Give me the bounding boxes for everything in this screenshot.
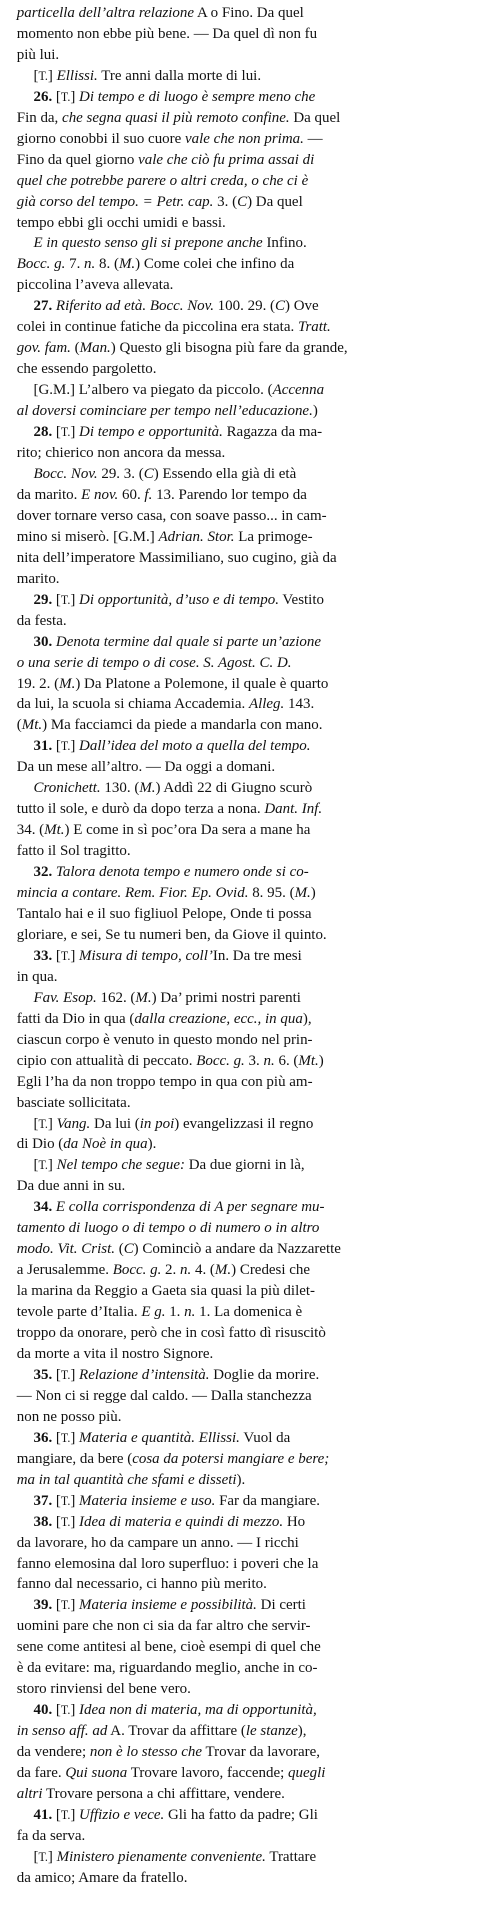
text-line: 38. [T.] Idea di materia e quindi di mezzo. Ho bbox=[33, 1512, 306, 1530]
text-line: quel che potrebbe parere o altri creda, o che ci è bbox=[16, 171, 309, 189]
text-line: ma in tal quantità che sfami e disseti). bbox=[16, 1470, 246, 1488]
text-line: già corso del tempo. = Petr. cap. 3. (C) Da quel bbox=[16, 192, 303, 210]
text-line: dover tornare verso casa, con soave passo... in cam- bbox=[16, 506, 327, 524]
text-line: gloriare, e sei, Se tu numeri ben, da Giove il quinto. bbox=[16, 925, 327, 943]
text-line: 28. [T.] Di tempo e opportunità. Ragazza da ma- bbox=[33, 423, 323, 441]
text-line: altri Trovare persona a chi affittare, vendere. bbox=[16, 1785, 285, 1803]
text-line: tevole parte d’Italia. E g. 1. n. 1. La domenica è bbox=[16, 1303, 303, 1321]
text-line: [T.] Ellissi. Tre anni dalla morte di lui. bbox=[33, 66, 262, 84]
text-line: mincia a contare. Rem. Fior. Ep. Ovid. 8. 95. (M.) bbox=[16, 884, 316, 902]
text-line: nita dell’imperatore Massimiliano, suo cugino, già da bbox=[16, 548, 337, 566]
text-line: colei in continue fatiche da piccolina era stata. Tratt. bbox=[16, 318, 331, 336]
text-line: da amico; Amare da fratello. bbox=[16, 1868, 188, 1886]
text-line: particella dell’altra relazione A o Fino. Da quel bbox=[16, 4, 304, 21]
text-line: fatti da Dio in qua (dalla creazione, ecc., in qua), bbox=[16, 1009, 312, 1027]
text-line: piccolina l’aveva allevata. bbox=[16, 276, 174, 294]
text-line: o una serie di tempo o di cose. S. Agost. C. D. bbox=[16, 653, 292, 671]
text-line: mangiare, da bere (cosa da potersi mangiare e bere; bbox=[16, 1449, 330, 1467]
text-line: che essendo pargoletto. bbox=[16, 360, 157, 378]
text-line: basciate sollicitata. bbox=[16, 1093, 131, 1111]
text-line: 35. [T.] Relazione d’intensità. Doglie da morire. bbox=[33, 1365, 320, 1383]
text-line: a Jerusalemme. Bocc. g. 2. n. 4. (M.) Credesi che bbox=[16, 1261, 311, 1279]
text-line: 29. [T.] Di opportunità, d’uso e di tempo. Vestito bbox=[33, 590, 324, 608]
text-line: da morte a vita il nostro Signore. bbox=[16, 1345, 214, 1362]
text-line: 32. Talora denota tempo e numero onde si co- bbox=[33, 863, 309, 881]
text-line: di Dio (da Noè in qua). bbox=[16, 1135, 157, 1153]
text-line: (Mt.) Ma facciamci da piede a mandarla con mano. bbox=[16, 716, 323, 734]
text-line: storo rinviensi del bene vero. bbox=[16, 1680, 191, 1698]
text-line: troppo da onorare, però che in così fatto dì risuscitò bbox=[16, 1324, 326, 1342]
text-line: ciascun corpo è venuto in questo mondo nel prin- bbox=[16, 1030, 313, 1048]
text-line: mino si miserò. [G.M.] Adrian. Stor. La primoge- bbox=[16, 527, 313, 545]
text-line: [T.] Nel tempo che segue: Da due giorni in là, bbox=[33, 1156, 305, 1174]
text-line: 39. [T.] Materia insieme e possibilità. Di certi bbox=[33, 1596, 306, 1614]
text-line: la marina da Reggio a Gaeta sia quasi la più dilet- bbox=[16, 1282, 316, 1300]
text-line: Egli l’ha da non troppo tempo in qua con più am- bbox=[16, 1072, 313, 1090]
text-line: uomini pare che non ci sia da far altro che servir- bbox=[16, 1617, 311, 1635]
text-line: 27. Riferito ad età. Bocc. Nov. 100. 29. (C) Ove bbox=[33, 297, 319, 315]
text-line: Fino da quel giorno vale che ciò fu prima assai di bbox=[16, 150, 315, 168]
text-line: [T.] Ministero pienamente conveniente. Trattare bbox=[33, 1847, 317, 1865]
text-line: al doversi cominciare per tempo nell’educazione.) bbox=[16, 402, 318, 420]
text-line: — Non ci si regge dal caldo. — Dalla stanchezza bbox=[16, 1386, 312, 1404]
text-line: fa da serva. bbox=[16, 1826, 86, 1844]
text-line: modo. Vit. Crist. (C) Cominciò a andare da Nazzarette bbox=[16, 1240, 341, 1258]
text-line: Cronichett. 130. (M.) Addì 22 di Giugno scurò bbox=[33, 779, 313, 797]
text-line: 40. [T.] Idea non di materia, ma di opportunità, bbox=[33, 1701, 317, 1719]
text-line: 19. 2. (M.) Da Platone a Polemone, il quale è quarto bbox=[16, 674, 329, 692]
text-line: rito; chierico non ancora da messa. bbox=[16, 444, 226, 462]
text-line: fanno dal necessario, ci hanno più merito. bbox=[16, 1575, 267, 1593]
text-line: tutto il sole, e durò da dopo terza a nona. Dant. Inf. bbox=[16, 800, 323, 818]
text-line: Da un mese all’altro. — Da oggi a domani. bbox=[16, 758, 276, 776]
text-line: Bocc. g. 7. n. 8. (M.) Come colei che infino da bbox=[16, 255, 295, 273]
text-line: Tantalo hai e il suo figliuol Pelope, Onde ti possa bbox=[16, 904, 312, 922]
text-line: Bocc. Nov. 29. 3. (C) Essendo ella già di età bbox=[33, 464, 297, 482]
text-line: 30. Denota termine dal quale si parte un’azione bbox=[33, 632, 322, 650]
text-line: 34. (Mt.) E come in sì poc’ora Da sera a mane ha bbox=[16, 821, 311, 839]
text-line: in qua. bbox=[16, 967, 58, 985]
text-line: 33. [T.] Misura di tempo, coll’In. Da tre mesi bbox=[33, 946, 302, 964]
text-line: sene come antitesi al bene, cioè esempi di quel che bbox=[16, 1638, 321, 1656]
text-line: tempo ebbi gli occhi umidi e bassi. bbox=[16, 213, 226, 231]
text-line: da marito. E nov. 60. f. 13. Parendo lor tempo da bbox=[16, 485, 307, 503]
text-line: fatto il Sol tragitto. bbox=[16, 842, 131, 860]
text-line: Da due anni in su. bbox=[16, 1177, 126, 1195]
text-line: 37. [T.] Materia insieme e uso. Far da mangiare. bbox=[33, 1491, 321, 1509]
text-line: in senso aff. ad A. Trovar da affittare (le stanze), bbox=[16, 1722, 307, 1740]
text-line: da fare. Qui suona Trovare lavoro, faccende; quegli bbox=[16, 1764, 326, 1782]
text-line: [G.M.] L’albero va piegato da piccolo. (Accenna bbox=[33, 381, 325, 399]
text-line: tamento di luogo o di tempo o di numero o in altro bbox=[16, 1219, 320, 1237]
text-line: da vendere; non è lo stesso che Trovar da lavorare, bbox=[16, 1743, 321, 1761]
text-line: E in questo senso gli si prepone anche Infino. bbox=[33, 234, 307, 252]
text-line: 31. [T.] Dall’idea del moto a quella del tempo. bbox=[33, 737, 311, 755]
text-line: 26. [T.] Di tempo e di luogo è sempre meno che bbox=[33, 87, 316, 105]
text-line: da festa. bbox=[16, 611, 67, 629]
text-line: [T.] Vang. Da lui (in poi) evangelizzasi il regno bbox=[33, 1114, 314, 1132]
text-line: da lui, la scuola si chiama Accademia. Alleg. 143. bbox=[16, 695, 315, 713]
text-line: Fav. Esop. 162. (M.) Da’ primi nostri parenti bbox=[33, 988, 301, 1006]
text-line: più lui. bbox=[16, 45, 60, 63]
text-line: Fin da, che segna quasi il più remoto confine. Da quel bbox=[16, 108, 341, 126]
text-line: è da evitare: ma, riguardando meglio, anche in co- bbox=[16, 1659, 318, 1677]
text-line: marito. bbox=[16, 569, 60, 587]
text-line: 34. E colla corrispondenza di A per segnare mu- bbox=[33, 1198, 325, 1216]
text-line: gov. fam. (Man.) Questo gli bisogna più fare da grande, bbox=[16, 339, 348, 357]
text-line: fanno elemosina dal loro superfluo: i poveri che la bbox=[16, 1554, 319, 1572]
text-line: da lavorare, ho da campare un anno. — I ricchi bbox=[16, 1533, 299, 1551]
text-line: momento non ebbe più bene. — Da quel dì non fu bbox=[16, 24, 318, 42]
text-line: non ne posso più. bbox=[16, 1407, 122, 1425]
text-line: 41. [T.] Uffizio e vece. Gli ha fatto da padre; Gli bbox=[33, 1805, 318, 1823]
text-line: cipio con attualità di peccato. Bocc. g. 3. n. 6. (Mt.) bbox=[16, 1051, 324, 1069]
text-line: 36. [T.] Materia e quantità. Ellissi. Vuol da bbox=[33, 1428, 291, 1446]
text-line: giorno conobbi il suo cuore vale che non prima. — bbox=[16, 129, 323, 147]
